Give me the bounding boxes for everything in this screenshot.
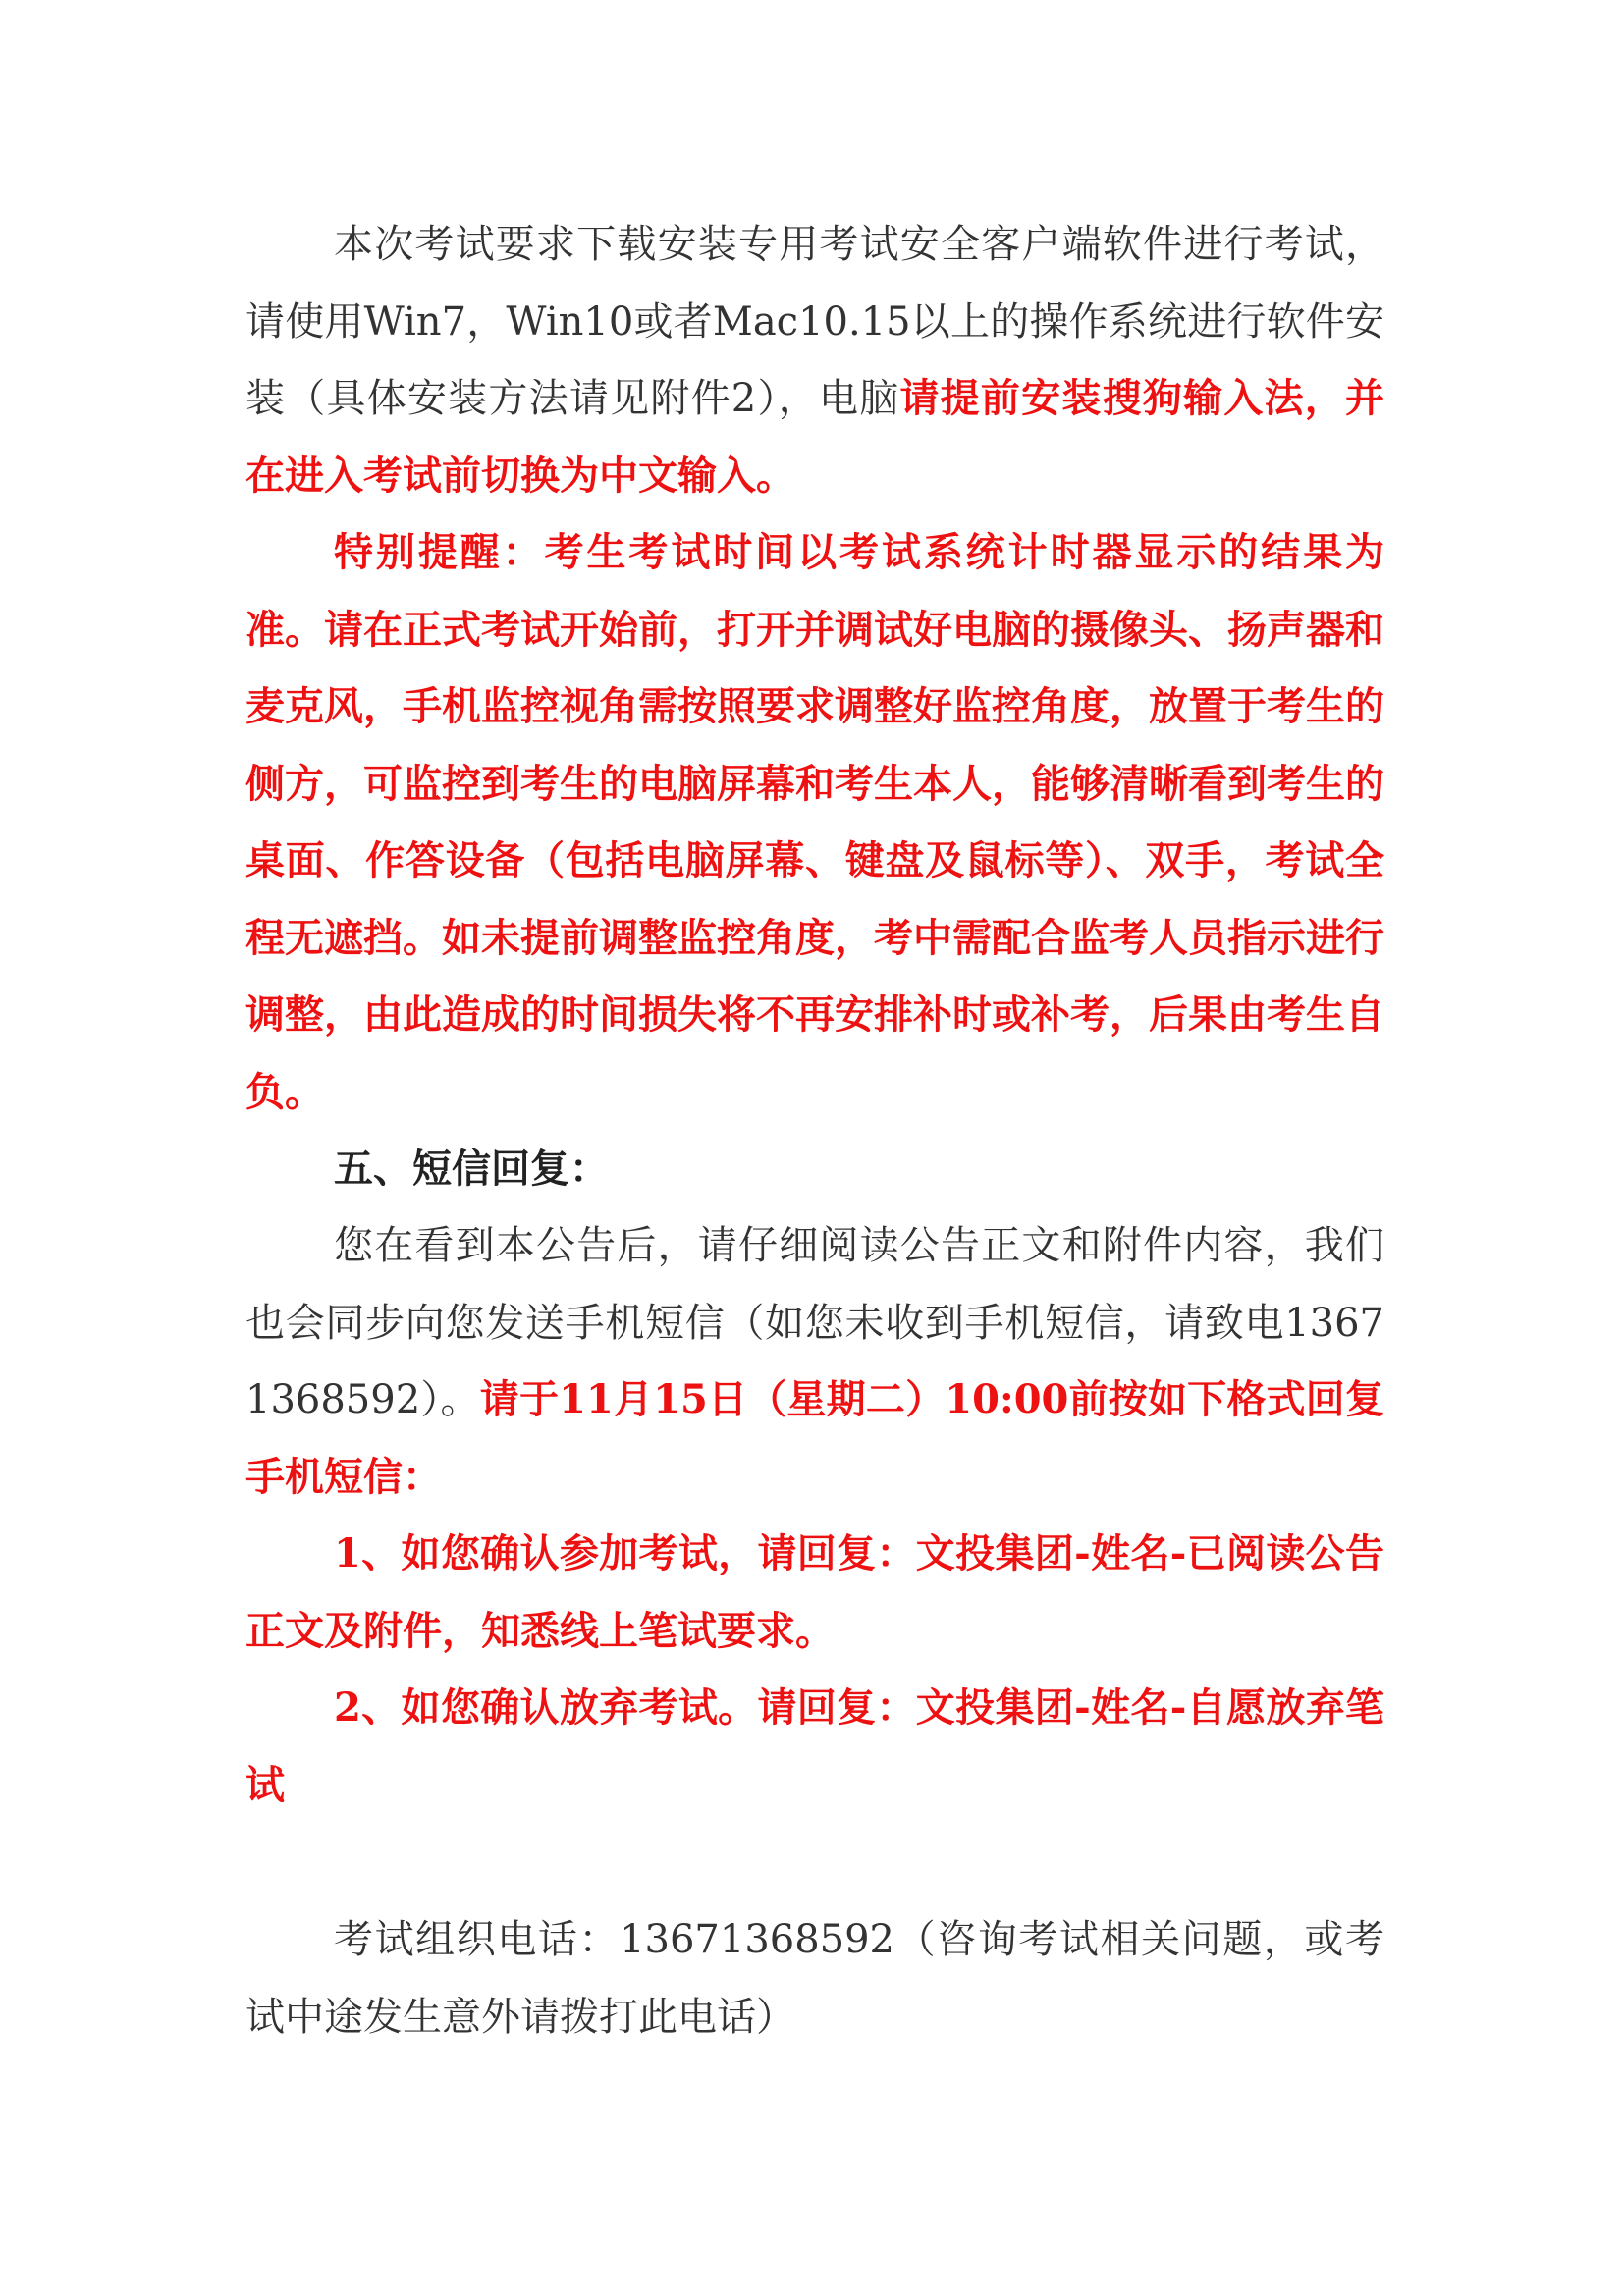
sms-reply-heading: 五、短信回复： — [334, 1146, 609, 1192]
sms-deadline-text: 请于11月15日（星期二）10:00前按如下格式回复手机短信： — [245, 1376, 1384, 1500]
paragraph-special-reminder — [245, 514, 1384, 1131]
contact-phone-text: 考试组织电话：13671368592（咨询考试相关问题，或考试中途发生意外请拨打此电话） — [245, 1917, 1384, 2040]
reply-abandon-text: 2、如您确认放弃考试。请回复：文投集团-姓名-自愿放弃笔试 — [245, 1684, 1384, 1808]
paragraph-reply-confirm — [245, 1516, 1384, 1670]
paragraph-reply-abandon — [245, 1670, 1384, 1824]
install-instructions-text: 本次考试要求下载安装专用考试安全客户端软件进行考试，请使用Win7，Win10或者Mac10.15以上的操作系统进行软件安装（具体安装方法请见附件2），电脑 — [245, 222, 1384, 421]
sms-intro-text: 您在看到本公告后，请仔细阅读公告正文和附件内容，我们也会同步向您发送手机短信（如您未收到手机短信，请致电13671368592）。 — [245, 1223, 1384, 1422]
paragraph-sms-instructions — [245, 1207, 1384, 1516]
paragraph-contact-phone — [245, 1901, 1384, 2056]
paragraph-software-install — [245, 206, 1384, 514]
special-reminder-text: 特别提醒：考生考试时间以考试系统计时器显示的结果为准。请在正式考试开始前，打开并调试好电脑的摄像头、扬声器和麦克风，手机监控视角需按照要求调整好监控角度，放置于考生的侧方，可监控到考生的电脑屏幕和考生本人，能够清晰看到考生的桌面、作答设备（包括电脑屏幕、键盘及鼠标等）、双手，考试全程无遮挡。如未提前调整监控角度，考中需配合监考人员指示进行调整，由此造成的时间损失将不再安排补时或补考，后果由考生自负。 — [245, 529, 1384, 1115]
input-method-warning: 请提前安装搜狗输入法，并在进入考试前切换为中文输入。 — [245, 375, 1385, 499]
reply-confirm-text: 1、如您确认参加考试，请回复：文投集团-姓名-已阅读公告正文及附件，知悉线上笔试要求。 — [245, 1530, 1384, 1654]
section-heading-sms-reply — [245, 1131, 1384, 1208]
